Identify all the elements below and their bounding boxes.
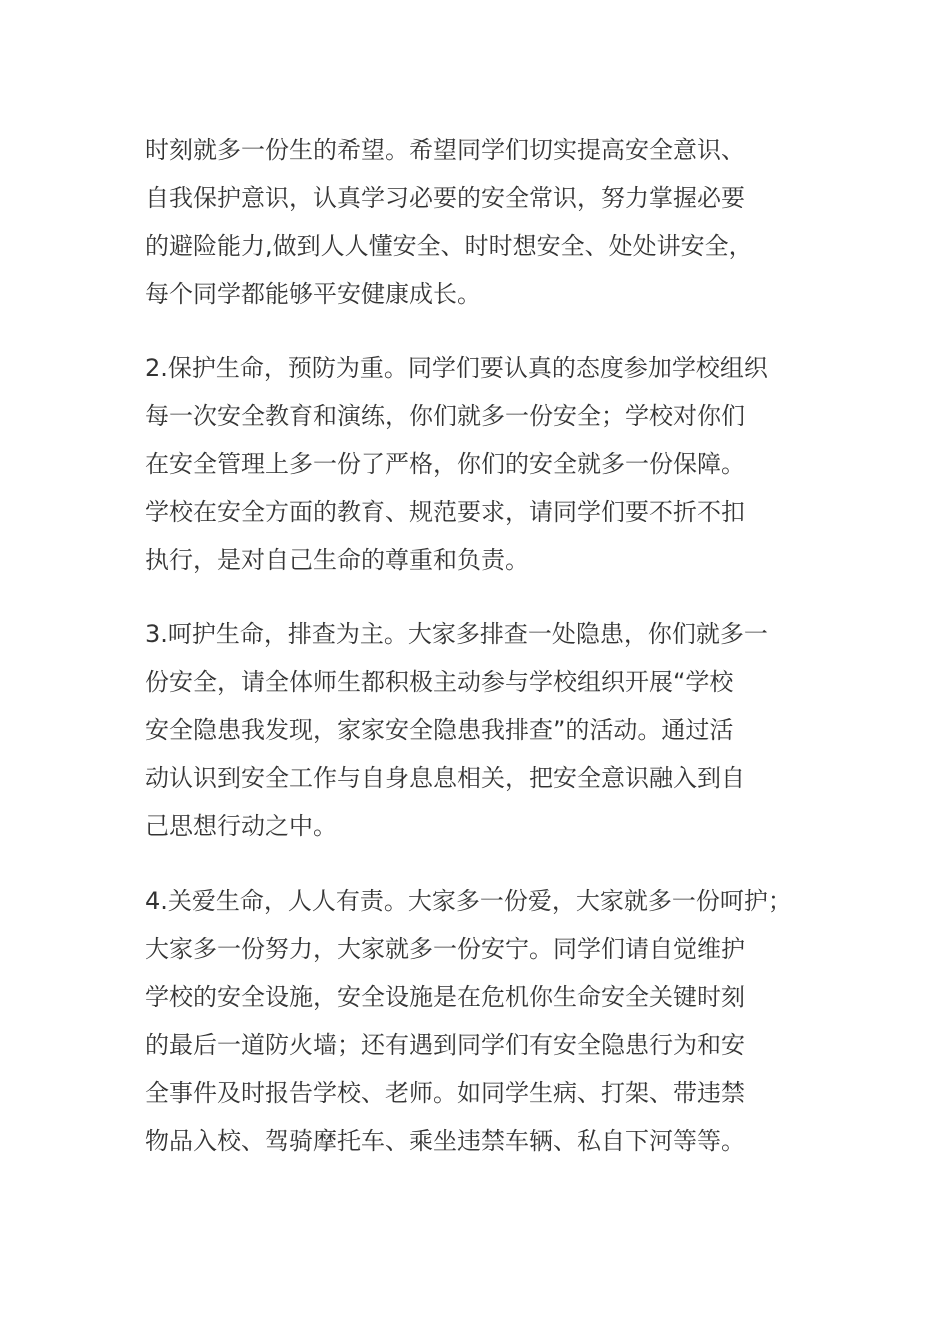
paragraph-continuation [145, 126, 845, 318]
text-line: 全事件及时报告学校、老师。如同学生病、打架、带违禁 [145, 1079, 745, 1107]
text-line: 动认识到安全工作与自身息息相关，把安全意识融入到自 [145, 764, 745, 792]
text-line: 学校在安全方面的教育、规范要求，请同学们要不折不扣 [145, 498, 745, 526]
text-line: 份安全，请全体师生都积极主动参与学校组织开展“学校 [145, 668, 734, 696]
text-line: 学校的安全设施，安全设施是在危机你生命安全关键时刻 [145, 983, 745, 1011]
text-line: 安全隐患我发现，家家安全隐患我排查”的活动。通过活 [145, 716, 734, 744]
text-line: 4.关爱生命，人人有责。大家多一份爱，大家就多一份呵护； [145, 887, 792, 915]
text-line: 己思想行动之中。 [145, 812, 337, 840]
text-line: 在安全管理上多一份了严格，你们的安全就多一份保障。 [145, 450, 745, 478]
text-line: 的最后一道防火墙；还有遇到同学们有安全隐患行为和安 [145, 1031, 745, 1059]
paragraph-item-3 [145, 610, 845, 850]
text-line: 自我保护意识，认真学习必要的安全常识，努力掌握必要 [145, 184, 745, 212]
text-line: 3.呵护生命，排查为主。大家多排查一处隐患，你们就多一 [145, 620, 768, 648]
text-line: 大家多一份努力，大家就多一份安宁。同学们请自觉维护 [145, 935, 745, 963]
text-line: 物品入校、驾骑摩托车、乘坐违禁车辆、私自下河等等。 [145, 1127, 745, 1155]
paragraph-item-4 [145, 877, 845, 1165]
text-line: 执行，是对自己生命的尊重和负责。 [145, 546, 529, 574]
text-line: 的避险能力,做到人人懂安全、时时想安全、处处讲安全， [145, 232, 753, 260]
text-line: 2.保护生命，预防为重。同学们要认真的态度参加学校组织 [145, 354, 768, 382]
paragraph-item-2 [145, 344, 845, 584]
text-line: 每个同学都能够平安健康成长。 [145, 280, 481, 308]
text-line: 每一次安全教育和演练，你们就多一份安全；学校对你们 [145, 402, 745, 430]
text-line: 时刻就多一份生的希望。希望同学们切实提高安全意识、 [145, 136, 745, 164]
